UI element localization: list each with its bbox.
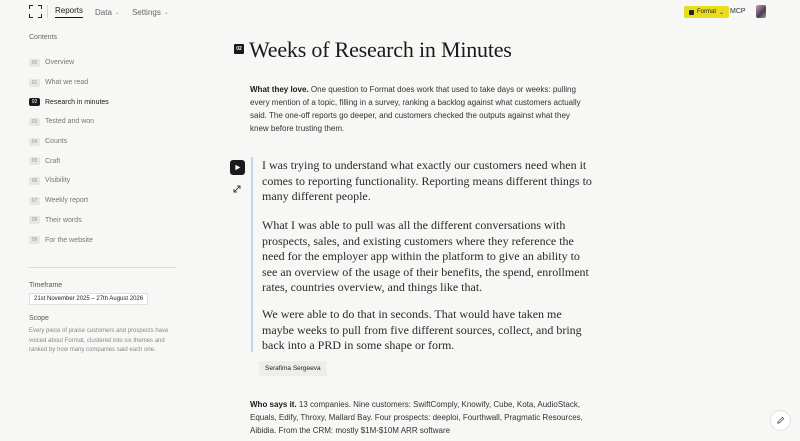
sidebar-item-label: Overview xyxy=(45,59,75,67)
quote-paragraph-2: What I was able to pull was all the different conversations with prospects, sales, and existing customers where they reference the need for the employer app within the platform to give an ability to see an overview of the usage of their benefits, the spend, enrollment rates, countries overview, and things like that. xyxy=(262,218,589,295)
chevron-down-icon: ⌄ xyxy=(163,9,169,16)
play-audio-button[interactable] xyxy=(230,160,245,175)
sidebar-item-number: 02 xyxy=(29,98,40,106)
sidebar-item-label: Weekly report xyxy=(45,197,89,205)
sidebar-item-number: 01 xyxy=(29,79,40,87)
sidebar-item-overview[interactable] xyxy=(29,53,179,73)
sidebar-item-number: 06 xyxy=(29,177,40,185)
workspace-icon xyxy=(689,10,694,15)
sidebar-item-what-we-read[interactable] xyxy=(29,73,179,93)
main-nav xyxy=(55,6,169,18)
sidebar-item-number: 09 xyxy=(29,236,40,244)
page-title: Weeks of Research in Minutes xyxy=(249,37,512,62)
nav-settings[interactable] xyxy=(132,6,169,18)
nav-reports-label: Reports xyxy=(55,6,84,15)
sidebar-item-label: Research in minutes xyxy=(45,98,109,106)
who-says-it-paragraph xyxy=(250,398,590,437)
app-logo-icon[interactable] xyxy=(29,5,42,18)
sidebar-item-label: Visibility xyxy=(45,177,71,185)
table-of-contents xyxy=(29,53,179,250)
sidebar xyxy=(29,34,179,354)
sidebar-divider xyxy=(29,267,177,268)
sidebar-item-their-words[interactable] xyxy=(29,211,179,231)
sidebar-item-label: Counts xyxy=(45,138,68,146)
play-icon xyxy=(234,164,241,171)
chevron-down-icon: ⌄ xyxy=(719,9,725,16)
sidebar-item-craft[interactable] xyxy=(29,151,179,171)
format-label: Format xyxy=(697,9,717,15)
sidebar-item-label: Tested and won xyxy=(45,118,95,126)
mcp-link[interactable]: MCP xyxy=(730,8,746,15)
sidebar-item-number: 00 xyxy=(29,59,40,67)
format-workspace-button[interactable] xyxy=(684,6,729,18)
quote-paragraph-1: I was trying to understand what exactly our customers need when it comes to reporting functionality. Reporting means different things to many different people. xyxy=(262,158,592,204)
edit-button[interactable] xyxy=(770,410,791,431)
sidebar-item-number: 03 xyxy=(29,118,40,126)
nav-data[interactable] xyxy=(95,6,120,18)
what-they-love-lead: What they love. xyxy=(250,85,309,94)
sidebar-item-counts[interactable] xyxy=(29,132,179,152)
pencil-icon xyxy=(776,416,785,425)
sidebar-item-tested-and-won[interactable] xyxy=(29,112,179,132)
sidebar-item-number: 04 xyxy=(29,138,40,146)
sidebar-item-label: Craft xyxy=(45,157,61,165)
scope-text: Every piece of praise customers and prospects have voiced about Format, clustered into six themes and ranked by how many companies said each one. xyxy=(29,328,169,354)
timeframe-value[interactable]: 21st November 2025 – 27th August 2026 xyxy=(29,293,148,305)
sidebar-item-label: For the website xyxy=(45,236,93,244)
who-says-it-lead: Who says it. xyxy=(250,400,297,409)
what-they-love-text: One question to Format does work that used to take days or weeks: pulling every mention of a topic, filling in a survey, ranking a backlog against what customers actually said. The one-off reports go deeper, and customers checked the outputs against what they knew before trusting them. xyxy=(250,85,581,133)
scope-label: Scope xyxy=(29,315,49,322)
nav-divider xyxy=(47,5,48,18)
nav-settings-label: Settings xyxy=(131,7,161,17)
sidebar-item-for-the-website[interactable] xyxy=(29,230,179,250)
quote-accent-bar xyxy=(251,157,253,352)
section-number-badge: 02 xyxy=(234,44,244,54)
quote-paragraph-3: We were able to do that in seconds. That would have taken me maybe weeks to pull from five different sources, collect, and bring back into a PRD in some shape or form. xyxy=(262,307,582,353)
contents-title: Contents xyxy=(29,34,58,41)
quote-attribution: Serafima Sergeeva xyxy=(259,361,327,376)
sidebar-item-number: 08 xyxy=(29,216,40,224)
sidebar-item-research-in-minutes[interactable] xyxy=(29,92,179,112)
who-says-it-text: 13 companies. Nine customers: SwiftComply, Knowify, Cube, Kota, AudioStack, Equals, Edify, Throxy, Mallard Bay. Four prospects: deeploi, Fourthwall, Pragmatic Resources, Aibidia. From the CRM: mostly $1M-$10M ARR software xyxy=(250,400,583,435)
nav-data-label: Data xyxy=(95,7,112,17)
avatar[interactable] xyxy=(756,5,766,18)
nav-reports[interactable] xyxy=(55,6,83,18)
timeframe-label: Timeframe xyxy=(29,282,63,289)
sidebar-item-visibility[interactable] xyxy=(29,171,179,191)
chevron-down-icon: ⌄ xyxy=(114,9,120,16)
expand-icon[interactable] xyxy=(232,181,242,191)
sidebar-item-number: 05 xyxy=(29,157,40,165)
sidebar-item-label: Their words xyxy=(45,216,82,224)
sidebar-item-weekly-report[interactable] xyxy=(29,191,179,211)
sidebar-item-label: What we read xyxy=(45,79,89,87)
what-they-love-paragraph xyxy=(250,83,590,135)
sidebar-item-number: 07 xyxy=(29,197,40,205)
